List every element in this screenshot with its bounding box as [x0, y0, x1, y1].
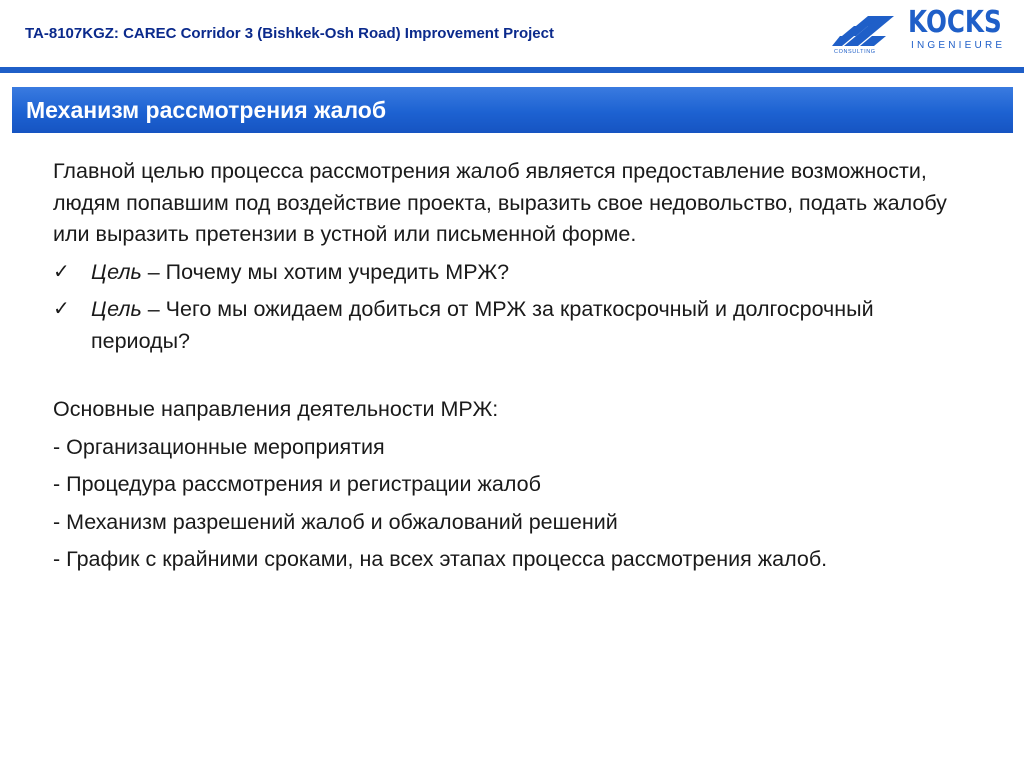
goal-label: Цель: [91, 297, 142, 321]
header-title: TA-8107KGZ: CAREC Corridor 3 (Bishkek-Osh Road) Improvement Project: [25, 25, 554, 42]
directions-heading: Основные направления деятельности МРЖ:: [53, 397, 499, 421]
direction-item: - Процедура рассмотрения и регистрации жалоб: [53, 472, 541, 496]
goal-item: [53, 294, 973, 357]
goal-item: [53, 257, 973, 289]
cac-consulting-logo: [832, 14, 896, 54]
goal-text: – Почему мы хотим учредить МРЖ?: [141, 259, 510, 284]
kocks-logo: [908, 6, 1013, 60]
slide-title: Механизм рассмотрения жалоб: [26, 97, 387, 123]
slide-content: [53, 156, 973, 576]
intro-paragraph: Главной целью процесса рассмотрения жалоб является предоставление возможности, людям попавшим под воздействие проекта, выразить свое недовольство, подать жалобу или выразить претензии в устной или письменной форме.: [53, 159, 947, 246]
direction-item: - Механизм разрешений жалоб и обжалований решений: [53, 509, 618, 534]
kocks-logo-subtitle: INGENIEURE: [911, 40, 1006, 51]
kocks-logo-word: KOCKS: [908, 5, 1002, 40]
slide-title-bar: [12, 87, 1013, 133]
check-icon: ✓: [53, 298, 70, 320]
goal-text: – Чего мы ожидаем добиться от МРЖ за краткосрочный и долгосрочный периоды?: [91, 297, 874, 353]
check-icon: ✓: [53, 260, 70, 283]
direction-item: - График с крайними сроками, на всех этапах процесса рассмотрения жалоб.: [53, 547, 828, 571]
cac-logo-text: CONSULTING: [834, 49, 876, 54]
direction-item: - Организационные мероприятия: [53, 434, 385, 459]
goal-label: Цель: [91, 259, 142, 284]
header-rule: [0, 67, 1024, 73]
